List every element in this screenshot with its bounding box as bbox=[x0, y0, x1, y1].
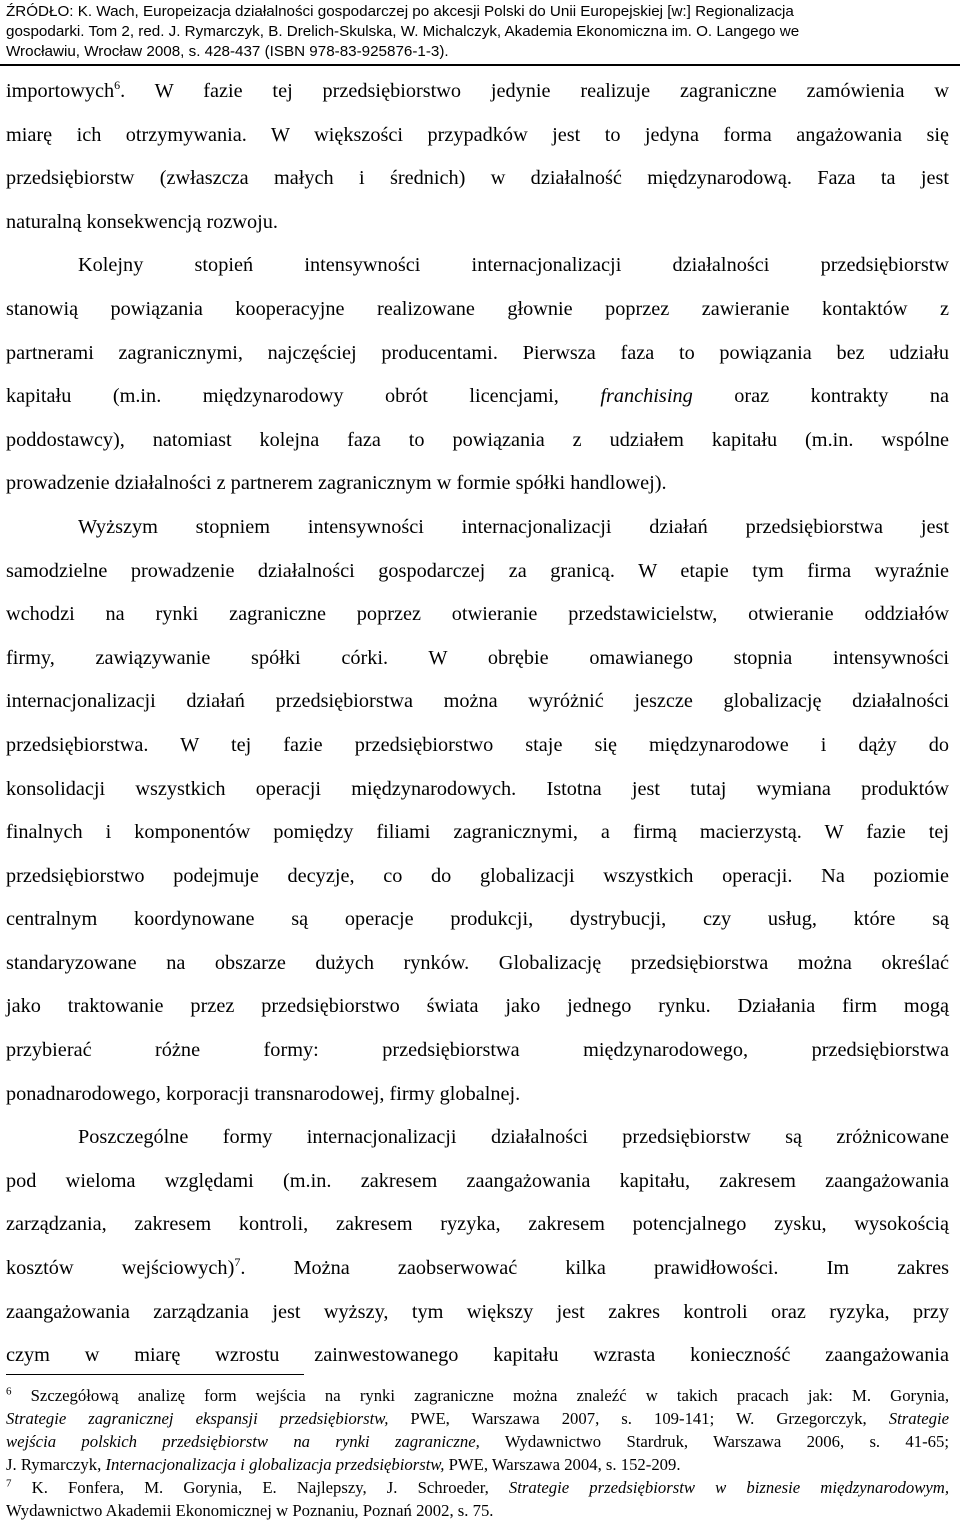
source-header-line-1: ŹRÓDŁO: K. Wach, Europeizacja działalności gospodarczej po akcesji Polski do Unii Europejskiej [w:] Regionalizacja bbox=[6, 3, 794, 20]
footnote-6-line: J. Rymarczyk, Internacjonalizacja i globalizacja przedsiębiorstw, PWE, Warszawa 2004, s. 152-209. bbox=[6, 1455, 681, 1474]
body-line: przedsiębiorstw (zwłaszcza małych i średnich) w działalność międzynarodową. Faza ta jest bbox=[6, 167, 949, 190]
body-line: firmy, zawiązywanie spółki córki. W obrębie omawianego stopnia intensywności bbox=[6, 646, 949, 669]
body-line: pod wieloma względami (m.in. zakresem zaangażowania kapitału, zakresem zaangażowania bbox=[6, 1169, 949, 1192]
body-line: wchodzi na rynki zagraniczne poprzez otwieranie przedstawicielstw, otwieranie oddziałów bbox=[6, 603, 949, 626]
body-line: finalnych i komponentów pomiędzy filiami zagranicznymi, a firmą macierzystą. W fazie tej bbox=[6, 821, 949, 844]
body-line: Wyższym stopniem intensywności internacjonalizacji działań przedsiębiorstwa jest bbox=[78, 515, 949, 538]
footnote-separator bbox=[6, 1374, 304, 1375]
footnotes bbox=[6, 1384, 949, 1522]
body-line: kosztów wejściowych)$^7$. Można zaobserwować kilka prawidłowości. Im zakres bbox=[6, 1255, 949, 1280]
body-line: przedsiębiorstwa. W tej fazie przedsiębiorstwo staje się międzynarodowe i dąży do bbox=[6, 733, 949, 756]
body-line: importowych$^6$. W fazie tej przedsiębiorstwo jedynie realizuje zagraniczne zamówienia w bbox=[6, 78, 949, 102]
body-line: ponadnarodowego, korporacji transnarodowej, firmy globalnej. bbox=[6, 1082, 521, 1105]
header-divider bbox=[0, 64, 960, 66]
footnote-7-line: $^7$ K. Fonfera, M. Gorynia, E. Najlepszy, J. Schroeder, Strategie przedsiębiorstw w biznesie międzynarodowym, bbox=[6, 1477, 949, 1497]
body-line: miarę ich otrzymywania. W większości przypadków jest to jedyna forma angażowania się bbox=[6, 123, 949, 146]
body-line: czym w miarę wzrostu zainwestowanego kapitału wzrasta konieczność zaangażowania bbox=[6, 1344, 949, 1367]
footnote-7-line: Wydawnictwo Akademii Ekonomicznej w Poznaniu, Poznań 2002, s. 75. bbox=[6, 1501, 494, 1520]
body-line: konsolidacji wszystkich operacji międzynarodowych. Istotna jest tutaj wymiana produktów bbox=[6, 777, 949, 800]
body-line: standaryzowane na obszarze dużych rynków. Globalizację przedsiębiorstwa można określać bbox=[6, 951, 949, 974]
source-header bbox=[0, 0, 960, 64]
footnote-number-7: 7 bbox=[6, 1477, 12, 1490]
footnote-number-6: 6 bbox=[6, 1385, 12, 1398]
body-line: przybierać różne formy: przedsiębiorstwa międzynarodowego, przedsiębiorstwa bbox=[6, 1039, 949, 1062]
italic-term: franchising bbox=[600, 385, 693, 408]
source-header-line-3: Wrocławiu, Wrocław 2008, s. 428-437 (ISBN 978-83-925876-1-3). bbox=[6, 43, 449, 60]
body-line: samodzielne prowadzenie działalności gospodarczej za granicą. W etapie tym firma wyraźnie bbox=[6, 559, 949, 582]
body-line: Kolejny stopień intensywności internacjonalizacji działalności przedsiębiorstw bbox=[78, 254, 949, 277]
body-line: poddostawcy), natomiast kolejna faza to powiązania z udziałem kapitału (m.in. wspólne bbox=[6, 428, 949, 451]
body-line: przedsiębiorstwo podejmuje decyzje, co do globalizacji wszystkich operacji. Na poziomie bbox=[6, 864, 949, 887]
body-line: naturalną konsekwencją rozwoju. bbox=[6, 210, 279, 233]
body-line: zarządzania, zakresem kontroli, zakresem ryzyka, zakresem potencjalnego zysku, wysokością bbox=[6, 1213, 949, 1236]
body-line: centralnym koordynowane są operacje produkcji, dystrybucji, czy usług, które są bbox=[6, 908, 949, 931]
body-line: Poszczególne formy internacjonalizacji działalności przedsiębiorstw są zróżnicowane bbox=[78, 1126, 949, 1149]
footnote-6-line: wejścia polskich przedsiębiorstw na rynki zagraniczne, Wydawnictwo Stardruk, Warszawa 2006, s. 41-65; bbox=[6, 1432, 949, 1451]
body-line: zaangażowania zarządzania jest wyższy, tym większy jest zakres kontroli oraz ryzyka, przy bbox=[6, 1300, 949, 1323]
body-line: prowadzenie działalności z partnerem zagranicznym w formie spółki handlowej). bbox=[6, 472, 667, 495]
body-line: jako traktowanie przez przedsiębiorstwo świata jako jednego rynku. Działania firm mogą bbox=[6, 995, 949, 1018]
body-line: stanowią powiązania kooperacyjne realizowane głownie poprzez zawieranie kontaktów z bbox=[6, 297, 949, 320]
footnote-6-line: Strategie zagranicznej ekspansji przedsiębiorstw, PWE, Warszawa 2007, s. 109-141; W. Grzegorczyk, Strategie bbox=[6, 1409, 949, 1428]
source-header-line-2: gospodarki. Tom 2, red. J. Rymarczyk, B. Drelich-Skulska, W. Michalczyk, Akademia Ekonomiczna im. O. Langego we bbox=[6, 23, 800, 40]
footnote-ref-6: 6 bbox=[114, 78, 121, 93]
body-line: partnerami zagranicznymi, najczęściej producentami. Pierwsza faza to powiązania bez udziału bbox=[6, 341, 949, 364]
footnote-6-line: $^6$ Szczegółową analizę form wejścia na rynki zagraniczne można znaleźć w takich pracach jak: M. Gorynia, bbox=[6, 1385, 949, 1405]
body-line: internacjonalizacji działań przedsiębiorstwa można wyróżnić jeszcze globalizację działalności bbox=[6, 690, 949, 713]
footnote-ref-7: 7 bbox=[234, 1255, 241, 1270]
body-line: kapitału (m.in. międzynarodowy obrót licencjami, franchising oraz kontrakty na bbox=[6, 385, 949, 408]
document-body bbox=[6, 70, 949, 1378]
